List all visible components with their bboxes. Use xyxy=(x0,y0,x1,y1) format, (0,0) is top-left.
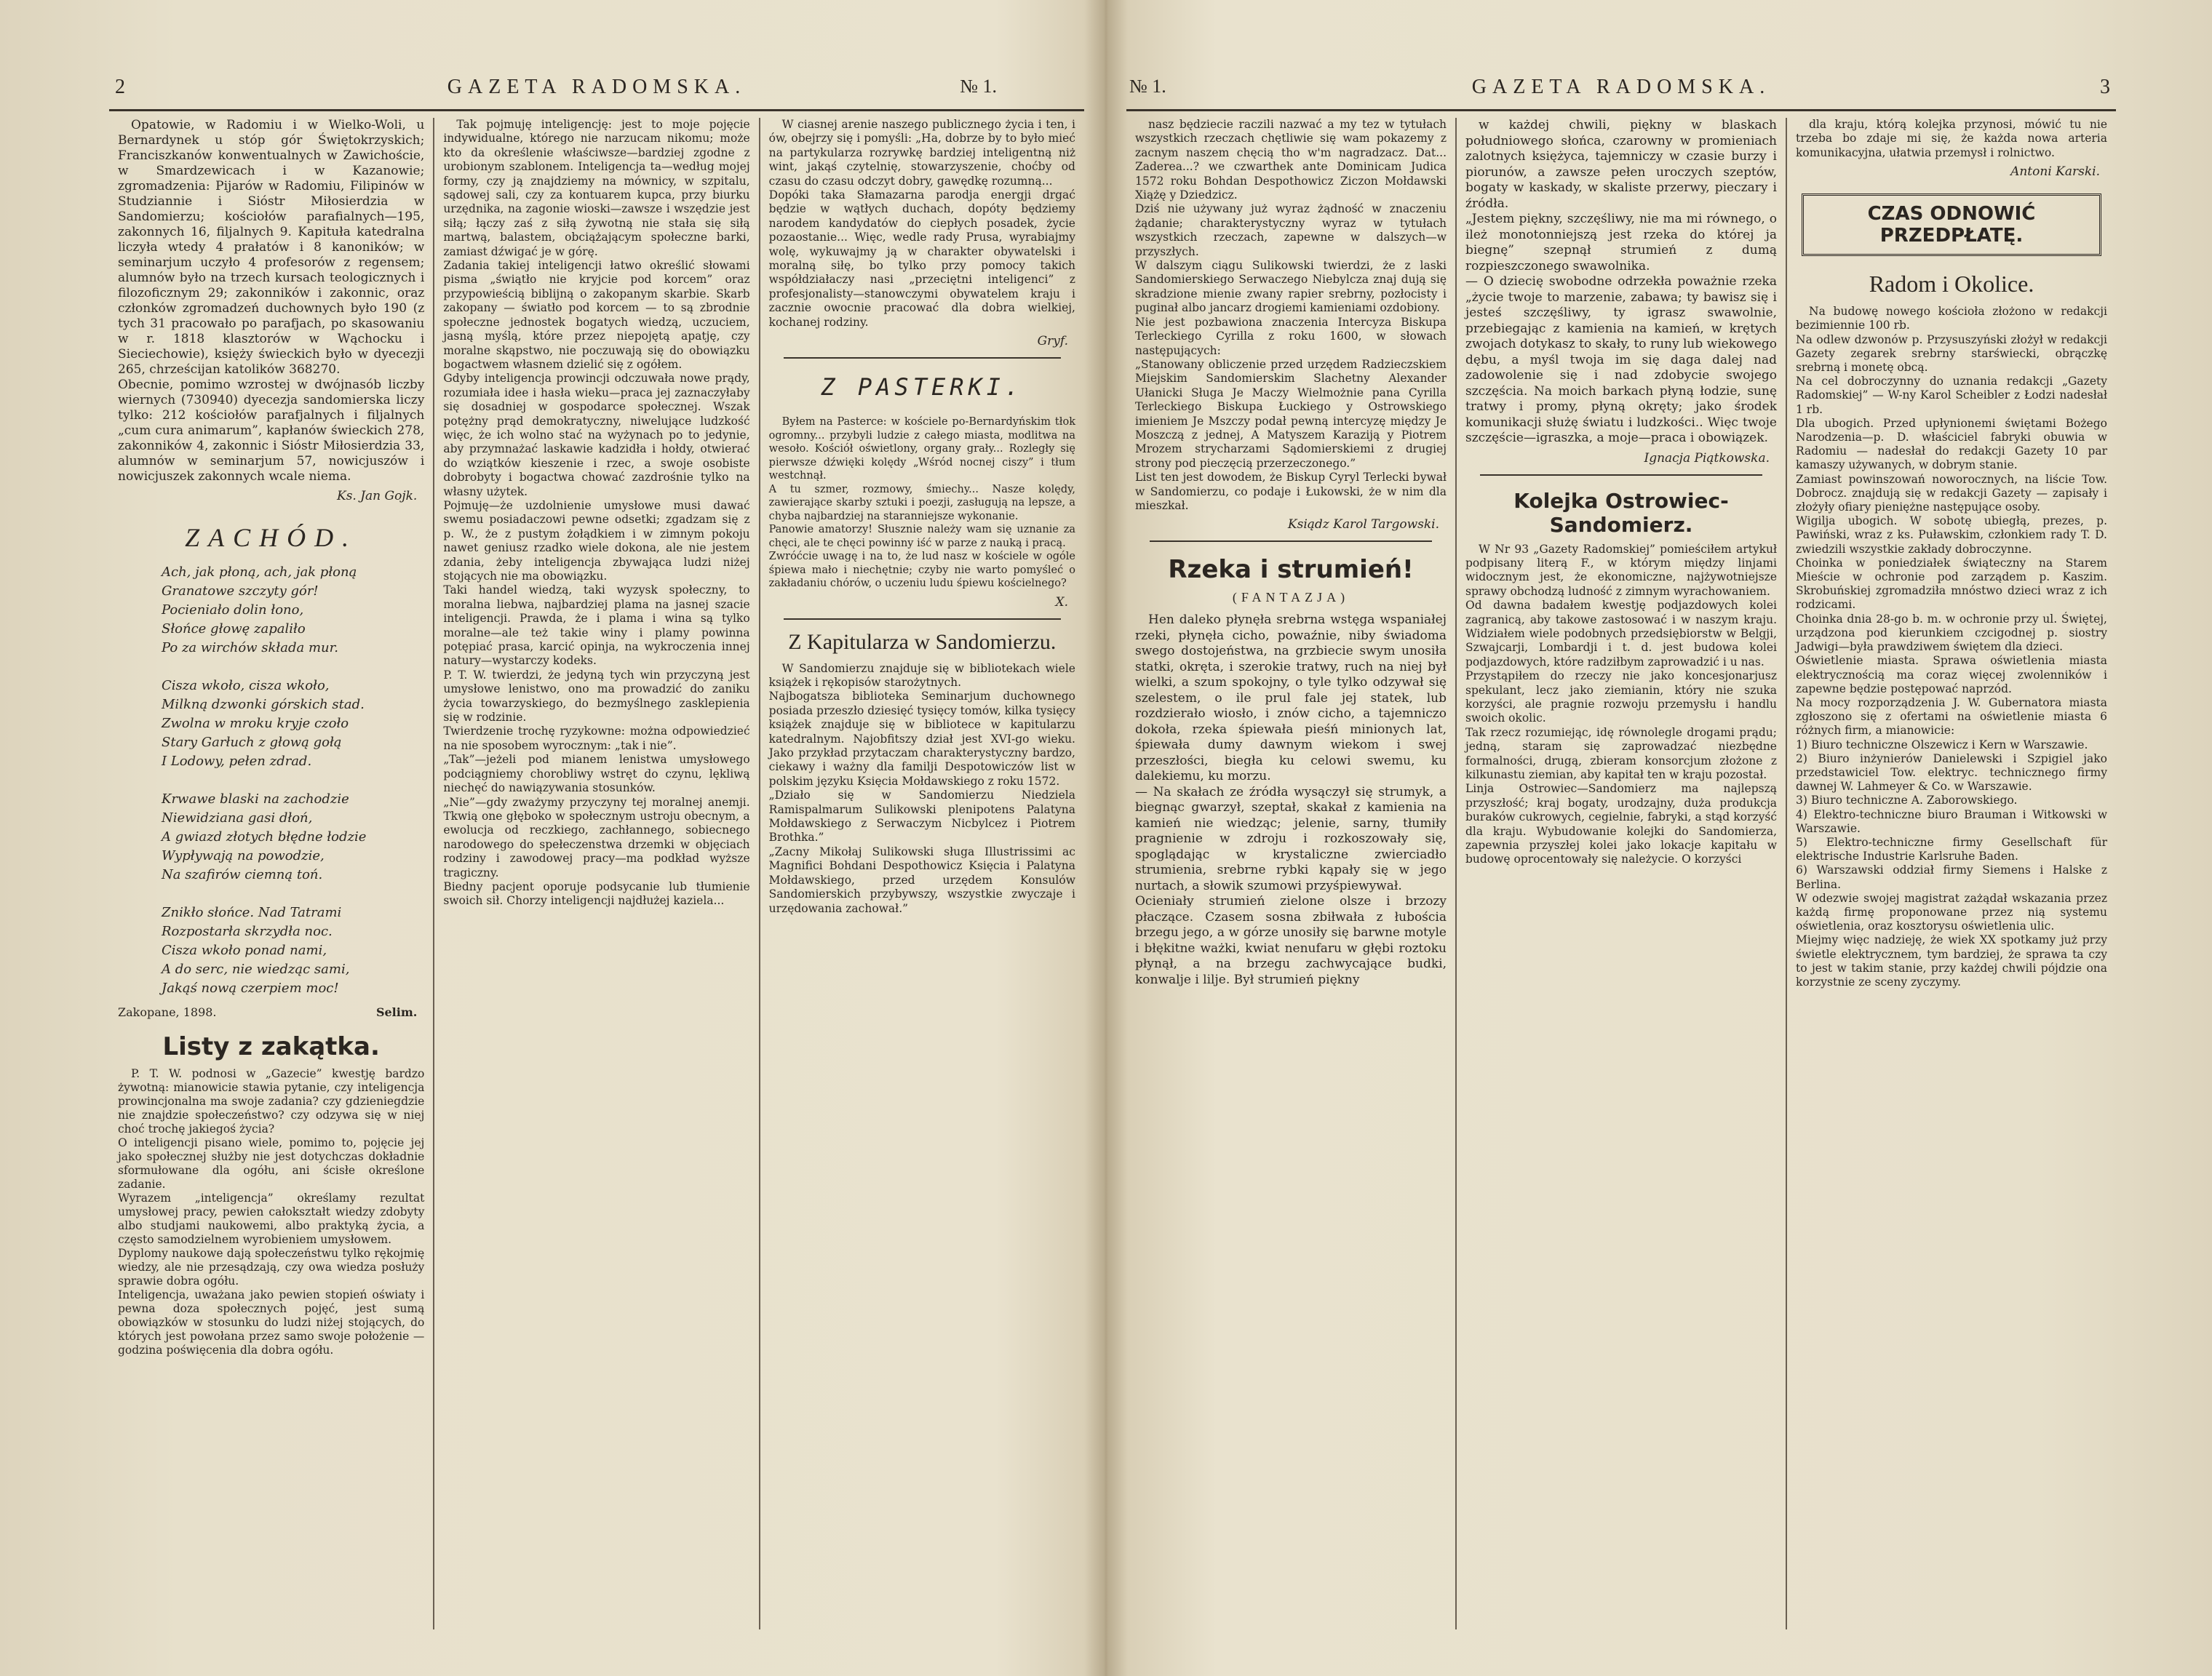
pasterka-text: Byłem na Pasterce: w kościele po-Bernardyńskim tłok ogromny... przybyli ludzie z całego miasta, modlitwa na wesoło. Kościół oświetlony, organy grały... Rozległy się pierwsze dźwięki kolędy „Wśród nocnej ciszy” i tłum westchnął. A tu szmer, rozmowy, śmiechy... Nasze kolędy, zawierające skarby sztuki i poezji, zasługują na lepsze, a chyba najbardziej na staranniejsze wykonanie. Panowie amatorzy! Słusznie należy wam się uznanie za chęci, ale te chęci powinny iść w parze z nauką i pracą. Zwróćcie uwagę i na to, że lud nasz w kościele w ogóle śpiewa mało i niechętnie; czyby nie warto pomyśleć o zakładaniu chórów, o uczeniu ludu śpiewu kościelnego? xyxy=(768,416,1075,590)
kolejka-continued-text: dla kraju, którą kolejka przynosi, mówić tu nie trzeba bo zdaje mi się, że każda nowa arteria komunikacyjna, ułatwia przemysł i rolnictwo. xyxy=(1796,118,2111,159)
left-running-head xyxy=(109,65,1084,111)
kapitularz-heading: Z Kapitularza w Sandomierzu. xyxy=(788,629,1057,654)
rzeka-text: Hen daleko płynęła srebrna wstęga wspaniałej rzeki, płynęła cicho, powaźnie, niby świadoma swego dostojeństwa, na grzbiecie swym unosiła statki, okręta, i szerokie tratwy, ruch na niej był wielki, a szum spokojny, o tyle tylko odzywał się szelestem, o ile prul fale jej statek, lub rozdzierało wiosło, i znów cicho, a tajemniczo dokoła, rzeka śpiewała pieśń minionych lat, śpiewała dumy dawnym wiekom i swej przeszłości, biegła ku celowi swemu, ku dalekiemu, ku morzu. — Na skałach ze źródła wysączył się strumyk, a biegnąc gwarzył, szeptał, skakał z kamienia na kamień nie wiedząc; jelenie, sarny, tłumiły pragnienie w zdroju i rozkoszowały się, spoglądając w krystaliczne zwierciadło strumienia, srebrne rybki kąpały się w jego nurtach, a słowik szumowi przyśpiewywał. Ocieniały strumień zielone olsze i brzozy płaczące. Czasem sosna zbiłwała z łubościa brzegu jego, a w górze unosiły się barwne motyle i błękitne ważki, kwiat nenufaru w głębi roztoku płynął, a na brzegu zachwycające budki, konwalje i lilje. Był strumień piękny xyxy=(1135,612,1447,987)
section-rule xyxy=(784,618,1061,620)
article-lead-signature: Ks. Jan Gojk. xyxy=(337,489,418,503)
right-column-1 xyxy=(1126,118,1455,1629)
center-fold xyxy=(1084,0,1128,1676)
left-page-number: 2 xyxy=(115,76,125,98)
left-column-3 xyxy=(759,118,1084,1629)
section-rule xyxy=(1480,474,1762,476)
poem-signature: Selim. xyxy=(375,1005,418,1019)
kolejka-text: W Nr 93 „Gazety Radomskiej” pomieściłem artykuł podpisany literą F., w którym między linjami widocznym jest, że ekonomiczne, najżywotniejsze sprawy obchodzą ludność z zimnym wyrachowaniem. Od dawna badałem kwestję podjazdowych kolei zagranicą, aby takowe zastosować i w naszym kraju. Widziałem wiele podobnych przedsiębiorstw w Belgji, Szwajcarji, Lombardji i t. d. jest budowa kolei podjazdowych, które radziłbym zaprowadzić i u nas. Przystąpiłem do rzeczy nie jako koncesjonarjusz spekulant, lecz jako ziemianin, który nie szuka korzyści, ale pragnie rozwoju przemysłu i handlu swoich okolic. Tak rzecz rozumiejąc, idę równolegle drogami prądu; jedną, staram się zaprowadzać niezbędne formalności, drugą, zbieram konsorcjum złożone z kilkunastu ziemian, aby kapitał ten w kraju pozostał. Linja Ostrowiec—Sandomierz ma najlepszą przyszłość; kraj bogaty, urodzajny, duża produkcja buraków cukrowych, cegielnie, fabryki, a stąd korzyść dla kraju. Wybudowanie kolejki do Sandomierza, zapewnia przyszłej kolei jako lokacje kapitału w budowę oprocentowały się należycie. O korzyści xyxy=(1465,542,1777,866)
article-lead-text: Opatowie, w Radomiu i w Wielko-Woli, u Bernardynek u stóp gór Świętokrzyskich; Franciszkanów konwentualnych w Zawichoście, w Smardzewicach i w Kazanowie; zgromadzenia: Pijarów w Radomiu, Filipinów w Studziannie i Sióstr Miłosierdzia w Sandomierzu; kościołów parafialnych—195, zakonnych 16, filjalnych 9. Kapituła katedralna liczyła wtedy 4 prałatów i 8 kanoników; w seminarjum uczyło 4 profesorów z regensem; alumnów było na trzech kursach teologicznych i filozoficznym 29; zakonników i zakonnic, oraz członków zgromadzeń duchownych było 190 (z tych 31 pracowało po parafjach, po skasowaniu w r. 1818 klasztorów w Wąchocku i Sieciechowie), księży świeckich było w dyecezji 265, chrześcijan katolików 368270. Obecnie, pomimo wzrostej w dwójnasób liczby wiernych (730940) dyecezja sandomierska liczy tylko: 212 kościołów parafjalnych i filjalnych „cum cura animarum”, kapłanów świeckich 278, zakonników 4, zakonnic i Sióstr Miłosierdzia 33, alumnów w seminarjum 57, nowicjuszów i nowicjuszek zakonnych wcale niema. xyxy=(118,118,425,484)
rzeka-signature: Ignacja Piątkowska. xyxy=(1644,450,1770,466)
pasterka-signature: X. xyxy=(1055,594,1068,610)
right-masthead: GAZETA RADOMSKA. xyxy=(1471,76,1771,98)
poem-date: Zakopane, 1898. xyxy=(118,1005,217,1019)
right-running-head xyxy=(1126,65,2116,111)
section-rule xyxy=(784,357,1061,359)
kapitularz-signature: Ksiądz Karol Targowski. xyxy=(1287,517,1439,532)
right-page xyxy=(1126,65,2116,1629)
poem-body: Ach, jak płoną, ach, jak płoną Granatowe szczyty gór! Pocieniało dolin łono, Słońce głowę zapaliło Po za wirchów składa mur. Cisza wkoło, cisza wkoło, Milkną dzwonki górskich stad. Zwolna w mroku kryje czoło Stary Garłuch z głową gołą I Lodowy, pełen zdrad. Krwawe blaski na zachodzie Niewidziana gasi dłoń, A gwiazd złotych błędne łodzie Wypływają na powodzie, Na szafirów ciemną toń. Znikło słońce. Nad Tatrami Rozpostarła skrzydła noc. Cisza wkoło ponad nami, A do serc, nie wiedząc sami, Jakąś nową czerpiem moc! xyxy=(162,564,367,996)
left-columns xyxy=(109,118,1084,1629)
left-masthead: GAZETA RADOMSKA. xyxy=(447,76,747,98)
kapitularz-continued-text: nasz będziecie raczili nazwać a my tez w tytułach wszystkich rzeczach chętliwie się wam pokazemy z zacnym naszem chęcią tho w'm nagradzacz. Dat... Zaderea...? we czwarthek ante Dominicam Judica 1572 roku Bohdan Despothowicz Ziczon Mołdawski Xiążę y Dziedzicz. Dziś nie używany już wyraz żądność w znaczeniu żądanie; charakterystyczny wyraz w tytułach wszystkich rzeczach, zapewne w dalszych—w przyszłych. W dalszym ciągu Sulikowski twierdzi, że z laski Sandomierskiego Serwaczego Niebylcza znaj dują się skradzione mienie zwany rapier srebrny, pozłocisty i puginał albo jancarz drogiemi kamieniami ozdobiony. Nie jest pozbawiona znaczenia Intercyza Biskupa Terleckiego Cyrilla z roku 1600, w słowach następujących: „Stanowany obliczenie przed urzędem Radzieczskiem Miejskim Sandomierskim Slachetny Alexander Ułanicki Sługa Je Maczy Wielmożnie pana Cyrilla Terleckiego Biskupa Łuckiego y Ostrowskiego imieniem Je Mszczy podał pewną intercyzę między Je Moszczą z jednej, A Matyszem Karaziją y Piotrem Mrozem strycharzami Sądomierskiemi z drugiej strony pod pieczęcią przerzeczonego.” List ten jest dowodem, że Biskup Cyryl Terlecki bywał w Sandomierzu, co podaje i Łukowski, że w nim dla mieszkał. xyxy=(1135,118,1447,512)
letters-text: P. T. W. podnosi w „Gazecie” kwestję bardzo żywotną: mianowicie stawia pytanie, czy inteligencja prowincjonalna ma swoje zadania? czy gdzieniegdzie nie znajdzie społeczeństwo? czy odzywa się w niej choć trochę jakiegoś życia? O inteligencji pisano wiele, pomimo to, pojęcie jej jako społecznej służby nie jest dotychczas dokładnie sformułowane dla ogółu, ani ścisłe określone zadanie. Wyrazem „inteligencja” określamy rezultat umysłowej pracy, pewien całokształt wiedzy zdobyty albo studjami naukowemi, albo praktyką życia, a często samodzielnem wyrobieniem umysłowem. Dyplomy naukowe dają społeczeństwu tylko rękojmię wiedzy, ale nie przesądzają, czy owa wiedza posłuży sprawie dobra ogółu. Inteligencja, uważana jako pewien stopień oświaty i pewna doza społecznych pojęć, jest sumą obowiązków w stosunku do ludzi niżej stojących, do których jest powołana przez samo swoje położenie — godzina poświęcenia dla dobra ogółu. xyxy=(118,1067,425,1357)
pasterka-heading: Z PASTERKI. xyxy=(821,373,1024,402)
right-column-2 xyxy=(1455,118,1786,1629)
wola-text: W ciasnej arenie naszego publicznego życia i ten, i ów, obejrzy się i pomyśli: „Ha, dobrze by to było mieć na partykularza rozrywkę bardziej inteligentną niż wint, jakąś czytelnię, stowarzyszenie, choćby od czasu do czasu odczyt dobry, gawędkę rozumną... Dopóki taka Słamazarna parodja energji drgać będzie w wątłych duchach, dopóty będziemy narodem kandydatów do ciepłych posadek, życie pozaostanie... Więc, wedle rady Prusa, wyrabiajmy wolę, wykuwajmy ją w charakter obywatelski i moralną siłę, bo tylko przy pomocy takich współdziałaczy nasi „przeciętni inteligenci” z profesjonalisty—stanowczymi obywatelem kraju i zacznie owocnie pracować dla dobra wielkiej, kochanej rodziny. xyxy=(768,118,1075,329)
poem-title: ZACHÓD. xyxy=(185,523,358,552)
left-column-1 xyxy=(109,118,433,1629)
right-column-3 xyxy=(1786,118,2116,1629)
rzeka-continued-text: w każdej chwili, piękny w blaskach południowego słońca, czarowny w promieniach zalotnych księżyca, tajemniczy w czasie burzy i piorunów, a zawsze pełen uroczych szeptów, bogaty w kaskady, w skaliste przerwy, pieczary i źródła. „Jestem piękny, szczęśliwy, nie ma mi równego, o ileż monotonniejszą jest rzeka do której ja biegnę” szepnął strumień z dumą rozpieszczonego swawolnika. — O dziecię swobodne odrzekła poważnie rzeka „życie twoje to marzenie, zabawa; ty bawisz się i jesteś szczęśliwy, ty igrasz swawolnie, przebiegając z kamienia na kamień, w krętych zwojach dotykasz to skały, to runy lub wiekowego dębu, a myśl twoja im się daga dalej nad zadowolenie się i nad zdobycie swojego szczęścia. Na moich barkach płyną łodzie, sunę tratwy i promy, płyną okręty; jako środek komunikacji służę światu i ludzkości.. Więc twoje szczęście—igraszka, a moje—praca i obowiązek. xyxy=(1465,118,1777,445)
left-column-2 xyxy=(433,118,758,1629)
right-columns xyxy=(1126,118,2116,1629)
radom-text: Na budowę nowego kościoła złożono w redakcji bezimiennie 100 rb. Na odlew dzwonów p. Przysuszyński złożył w redakcji Gazety zegarek srebrny starświecki, obrączkę srebrną i monetę obcą. Na cel dobroczynny do uznania redakcji „Gazety Radomskiej” — W-ny Karol Scheibler z Łodzi nadesłał 1 rb. Dla ubogich. Przed upłynionemi świętami Bożego Narodzenia—p. D. właściciel fabryki obuwia w Radomiu — nadesłał do redakcji Gazety 10 par kamaszy używanych, w dobrym stanie. Zamiast powinszowań noworocznych, na liście Tow. Dobrocz. znajdują się w redakcji Gazety — zapisały i złożyły ofiary pieniężne następujące osoby. Wigilja ubogich. W sobotę ubiegłą, prezes, p. Pawiński, wraz z ks. Puławskim, członkiem rady T. D. zwiedzili wszystkie zakłady dobroczynne. Choinka w poniedziałek świąteczny na Starem Mieście w ochronie pod zarządem p. Kaszim. Skrobuńskiej zgromadziła mnóstwo dzieci wraz z ich rodzicami. Choinka dnia 28-go b. m. w ochronie przy ul. Świętej, urządzona pod kierunkiem czcigodnej p. siostry Jadwigi—była prawdziwem świętem dla dzieci. Oświetlenie miasta. Sprawa oświetlenia miasta elektrycznością ma coraz więcej zwolenników i zapewne będzie postępować naprzód. Na mocy rozporządzenia J. W. Gubernatora miasta zgłoszono się z ofertami na oświetlenie miasta 6 różnych firm, a mianowicie: 1) Biuro techniczne Olszewicz i Kern w Warszawie. 2) Biuro inżynierów Danielewski i Szpigiel jako przedstawiciel Tow. elektryc. technicznego firmy dawnej W. Lahmeyer & Co. w Warszawie. 3) Biuro techniczne A. Zaborowskiego. 4) Elektro-techniczne biuro Brauman i Witkowski w Warszawie. 5) Elektro-techniczne firmy Gesellschaft für elektrische Industrie Karlsruhe Baden. 6) Warszawski oddział firmy Siemens i Halske z Berlina. W odezwie swojej magistrat zażądał wskazania przez każdą firmę proponowane przez nią systemu oświetlenia, oraz kosztorysu oświetlenia ulic. Miejmy więc nadzieję, że wiek XX spotkamy już przy świetle elektrycznem, tym bardziej, że sprawa ta czy to jest w takim stanie, przy każdej chwili pójdzie ona korzystnie ze sceny zyczymy. xyxy=(1796,305,2107,989)
right-page-number: 3 xyxy=(2100,76,2110,98)
inteligencja-text: Tak pojmuję inteligencję: jest to moje pojęcie indywidualne, którego nie narzucam nikomu; może kto da określenie właściwsze—bardziej zgodne z urobionym szablonem. Inteligencja ta—według mojej formy, czy ją znajdziemy na mównicy, w szpitalu, sądowej sali, czy za kontuarem kupca, przy biurku urzędnika, na zagonie wioski—zawsze i wszędzie jest siłą; łączy zaś z siłą żywotną nie stała się siłą martwą, balastem, obciążającym społeczne barki, zamiast dźwigać je w górę. Zadania takiej inteligencji łatwo określić słowami pisma „świątło nie kryjcie pod korcem” oraz przypowieścią biblijną o zakopanym skarbie. Skarb zakopany — światło pod korcem — to są zbrodnie społeczne jednostek bogatych wiedzą, uczuciem, jasną myślą, które przez niepojętą apatję, czy moralne skąpstwo, nie poczuwają się do obowiązku bogactwem własnem dzielić się z ogółem. Gdyby inteligencja prowincji odczuwała nowe prądy, rozumiała idee i hasła wieku—praca jej zaznaczyłaby się dosadniej w gospodarce społecznej. Wszak potężny prąd demokratyczny, niwelujące ludzkość więc, że ich wolno stać na wyżynach po to jedynie, aby przymnażać laskawie kadzidła i hołdy, otwierać do wziątków kieszenie i rzec, a swoje osobiste dobrobyty i bogactwa chować zazdrośnie tylko na własny użytek. Pojmuję—że uzdolnienie umysłowe musi dawać swemu posiadaczowi pewne odsetki; zgadzam się z p. W., że z pustym żołądkiem i w zimnym pokoju nawet geniusz rzadko wiele dokona, ale nie jestem zdania, żeby inteligencja zbywająca ludzi niżej stojących nie ma obowiązku. Taki handel wiedzą, taki wyzysk społeczny, to moralna liebwa, najbardziej plama na jasnej szacie inteligencji. Prawda, że i plama i wina są tylko moralne—ale też takie winy i plamy powinna potępiać prasa, karcić opinja, na wykroczenia innej natury—wystarczy kodeks. P. T. W. twierdzi, że jedyną tych win przyczyną jest umysłowe lenistwo, ono ma prowadzić do zaniku życia towarzyskiego, do bezmyślnego zasklepienia się w rodzinie. Twierdzenie trochę ryzykowne: można odpowiedzieć na nie sposobem wyrocznym: „tak i nie”. „Tak”—jeżeli pod mianem lenistwa umysłowego podciągniemy chorobliwy wstręt do czynu, lękliwą niechęć do nawiązywania stosunków. „Nie”—gdy zważymy przyczyny tej moralnej anemji. Tkwią one głęboko w społecznym ustroju obecnym, a ewolucja od reczkiego, zachłannego, sobiecnego narodowego do spełeczenstwa drzemki w objęciach rodziny i zawodowej pracy—ma podkład wyższe tragiczny. Biedny pacjent oporuje podsycanie lub tłumienie swoich sił. Chorzy inteligencji najdłużej kaziela... xyxy=(443,118,750,908)
right-issue-number: № 1. xyxy=(1129,76,1166,97)
rzeka-subheading: (FANTAZJA) xyxy=(1232,590,1350,605)
poem-footer xyxy=(118,1005,417,1019)
radom-heading: Radom i Okolice. xyxy=(1869,271,2034,298)
left-issue-number: № 1. xyxy=(960,76,997,97)
kolejka-signature: Antoni Karski. xyxy=(2010,164,2100,180)
subscription-notice: CZAS ODNOWIĆ PRZEDPŁATĘ. xyxy=(1802,193,2101,256)
kapitularz-text: W Sandomierzu znajduje się w bibliotekach wiele książek i rękopisów starożytnych. Najbogatsza biblioteka Seminarjum duchownego posiada przeszło dziesięć tysięcy tomów, kilka tysięcy książek znajduje się w bibliotece w kapitularzu katedralnym. Najobfitszy dział jest XVI-go wieku. Jako przykład przytaczam charakterystyczny bardzo, ciekawy i ważny dla familji Despotowiczów list w polskim języku Księcia Mołdawskiego z roku 1572. „Działo się w Sandomierzu Niedziela Ramispalmarum Sulikowski plenipotens Palatyna Mołdawskiego z Serwaczym Nicbylcez i Piotrem Brothka.” „Zacny Mikołaj Sulikowski sługa Illustrissimi ac Magnifici Bohdani Despothowicz Księcia i Palatyna Mołdawskiego, przed urzędem Konsulów Sandomierskich przybywszy, wszystkie zwyczaje i urzędowania zachował.” xyxy=(768,661,1075,915)
rzeka-heading: Rzeka i strumień! xyxy=(1168,555,1414,585)
kolejka-heading: Kolejka Ostrowiec-Sandomierz. xyxy=(1513,488,1729,537)
left-page xyxy=(109,65,1084,1629)
letters-heading: Listy z zakątka. xyxy=(162,1032,380,1061)
wola-signature: Gryf. xyxy=(1037,334,1068,349)
section-rule xyxy=(1150,540,1432,542)
